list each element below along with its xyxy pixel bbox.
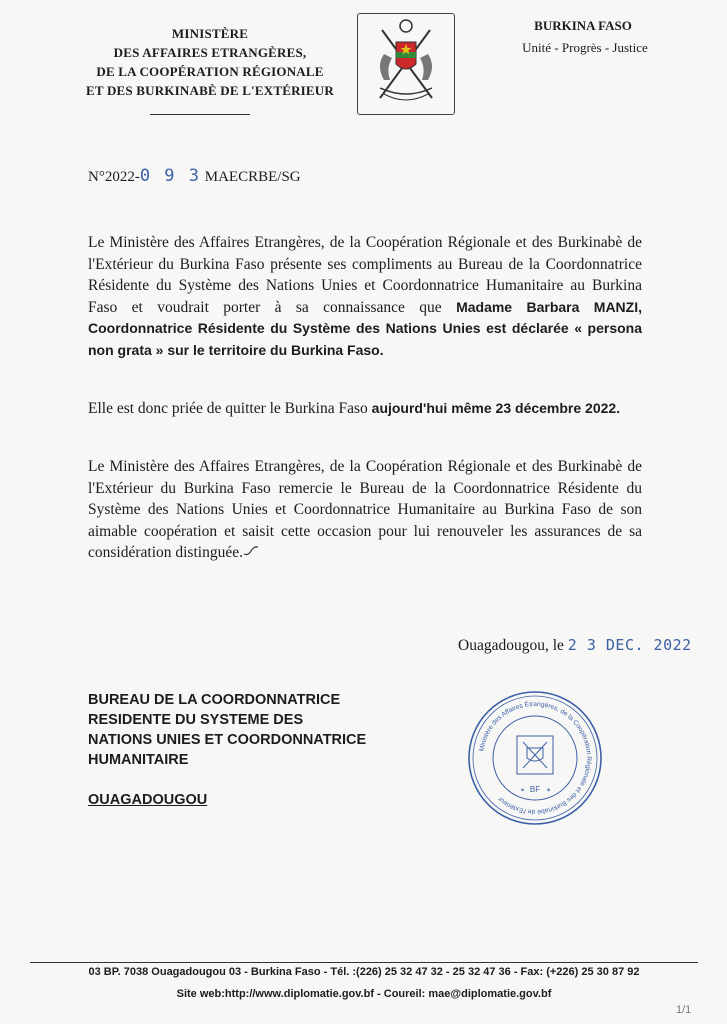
recipient-line: HUMANITAIRE (88, 752, 189, 768)
country-name: BURKINA FASO (534, 18, 632, 33)
paragraph-2 (88, 398, 642, 420)
place-date-prefix: Ouagadougou, le (458, 637, 568, 654)
ministry-line: DES AFFAIRES ETRANGÈRES, (113, 45, 307, 60)
paragraph-2-bold: aujourd'hui même 23 décembre 2022. (371, 400, 621, 416)
ministry-line: ET DES BURKINABÈ DE L'EXTÉRIEUR (86, 83, 334, 98)
coat-of-arms-icon (357, 13, 455, 115)
coat-of-arms-graphic (358, 14, 454, 114)
recipient-line: RESIDENTE DU SYSTEME DES (88, 712, 304, 728)
recipient-city: OUAGADOUGOU (88, 792, 208, 808)
header-divider (150, 114, 250, 115)
handwritten-tick-icon (243, 542, 259, 564)
footer-address: 03 BP. 7038 Ouagadougou 03 - Burkina Faso - Tél. :(226) 25 32 47 32 - 25 32 47 36 - Fax: (+226) 25 30 87 92 (88, 966, 640, 978)
svg-text:✶: ✶ (546, 788, 552, 794)
recipient-line: BUREAU DE LA COORDONNATRICE (88, 692, 341, 708)
ministry-line: MINISTÈRE (171, 26, 249, 41)
footer-divider (30, 962, 698, 963)
page-number: 1/1 (676, 1004, 692, 1016)
paragraph-3-text: Le Ministère des Affaires Etrangères, de la Coopération Régionale et des Burkinabè de l'Extérieur du Burkina Faso remercie le Bureau de la Coordonnatrice Résidente du Système des Nations Unies et Coordonnatrice Humanitaire au Burkina Faso de son aimable coopération et saisit cette occasion pour lui renouveler les assurances de sa considération distinguée. (88, 458, 642, 561)
reference-prefix: N°2022- (88, 169, 140, 185)
reference-suffix: MAECRBE/SG (201, 169, 301, 185)
footer-contact: Site web:http://www.diplomatie.gov.bf - Coureil: mae@diplomatie.gov.bf (176, 988, 552, 1000)
recipient-block (88, 690, 366, 770)
stamped-reference-number: 0 9 3 (139, 166, 202, 186)
official-seal-stamp (465, 688, 605, 828)
recipient-line: NATIONS UNIES ET COORDONNATRICE (88, 732, 367, 748)
place-date (458, 636, 692, 655)
paragraph-3 (88, 456, 642, 564)
seal-ring-text: Ministère des Affaires Étrangères, de la Coopération Régionale et des Burkinabè de l'Extérieur (478, 700, 593, 816)
reference-number (88, 166, 301, 186)
paragraph-1 (88, 232, 642, 361)
svg-text:Ministère des Affaires Étrangè (478, 699, 592, 815)
ministry-line: DE LA COOPÉRATION RÉGIONALE (96, 64, 324, 79)
paragraph-2-text: Elle est donc priée de quitter le Burkina Faso (88, 400, 372, 417)
paragraph-1-bold: Madame Barbara MANZI, Coordonnatrice Résidente du Système des Nations Unies est déclarée « persona non grata » sur le territoire du Burkina Faso. (88, 298, 642, 358)
svg-text:✶: ✶ (520, 788, 526, 794)
national-motto: Unité - Progrès - Justice (522, 40, 648, 55)
ministry-header (80, 24, 340, 100)
seal-bottom-text: BF (529, 785, 541, 794)
stamped-date: 2 3 DEC. 2022 (567, 636, 692, 654)
paragraph-1-text: Le Ministère des Affaires Etrangères, de la Coopération Régionale et des Burkinabè de l'Extérieur du Burkina Faso présente ses compliments au Bureau de la Coordonnatrice Résidente du Système des Nations Unies et Coordonnatrice Humanitaire au Burkina Faso et voudrait porter à sa connaissance que (88, 234, 642, 316)
